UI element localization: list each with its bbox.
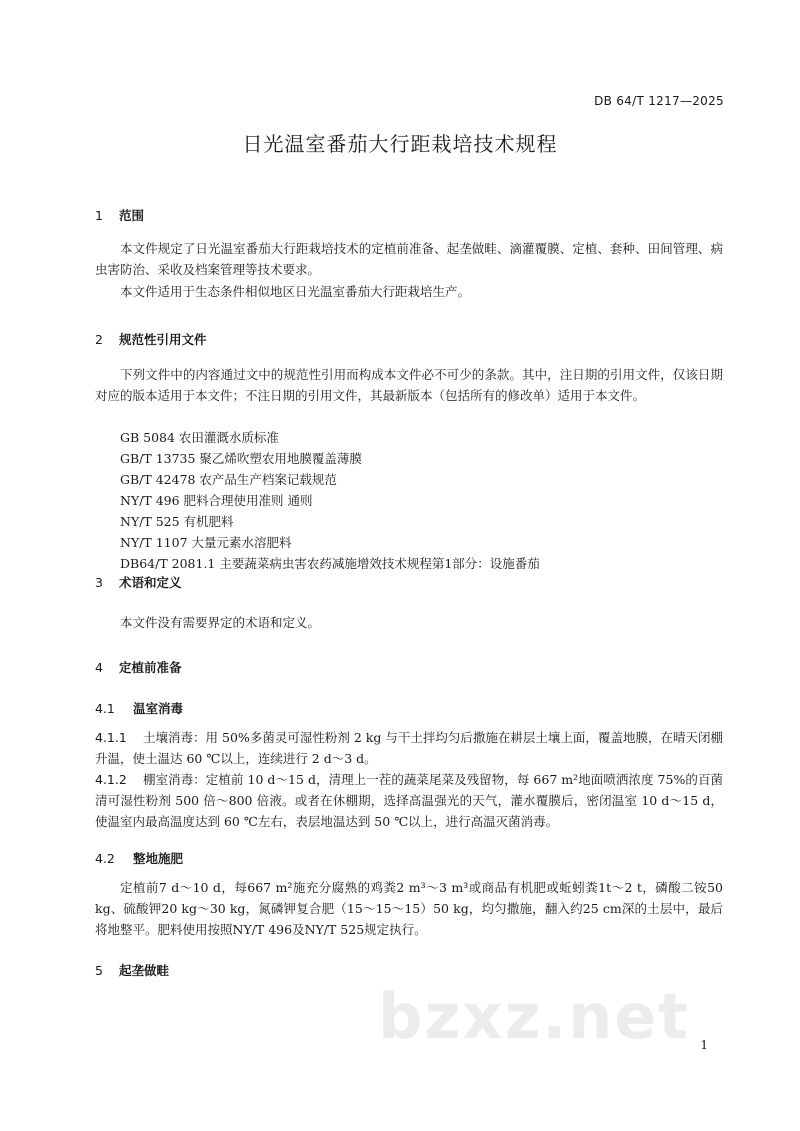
- reference-item: NY/T 525 有机肥料: [120, 514, 234, 529]
- clause-text: 土壤消毒：用 50%多菌灵可湿性粉剂 2 kg 与干土拌均匀后撒施在耕层土壤上面，覆盖地膜，在晴天闭棚升温，使土温达 60 ℃以上，连续进行 2 d～3 d。: [95, 730, 723, 766]
- section-heading-terms: [95, 573, 182, 591]
- paragraph: 本文件适用于生态条件相似地区日光温室番茄大行距栽培生产。: [120, 284, 471, 299]
- reference-item: GB/T 13735 聚乙烯吹塑农用地膜覆盖薄膜: [120, 451, 362, 466]
- clause-number: 4.1.2: [95, 772, 127, 787]
- section-title: 规范性引用文件: [119, 332, 207, 347]
- section-title: 术语和定义: [119, 575, 182, 590]
- section-heading-ridging: [95, 961, 169, 979]
- section-heading-scope: [95, 206, 144, 224]
- section-title: 定植前准备: [119, 660, 182, 675]
- paragraph: 下列文件中的内容通过文中的规范性引用而构成本文件必不可少的条款。其中，注日期的引用文件，仅该日期对应的版本适用于本文件；不注日期的引用文件，其最新版本（包括所有的修改单）适用于本文件。: [95, 367, 723, 403]
- watermark: bzxz.net: [378, 980, 690, 1053]
- section-number: 4: [95, 660, 103, 675]
- subsection-title: 温室消毒: [133, 701, 184, 716]
- clause-4-1-2: [95, 769, 723, 832]
- reference-item: GB 5084 农田灌溉水质标准: [120, 430, 279, 445]
- reference-item: DB64/T 2081.1 主要蔬菜病虫害农药减施增效技术规程第1部分：设施番茄: [120, 556, 540, 571]
- paragraph: 定植前7 d～10 d，每667 m²施充分腐熟的鸡粪2 m³～3 m³或商品有机肥或蚯蚓粪1t～2 t，磷酸二铵50 kg、硫酸钾20 kg～30 kg，氮磷钾复合肥（15～15～15）50 kg，均匀撒施，翻入约25 cm深的土层中，最后将地整平。肥料使用按照NY/T 496及NY/T 525规定执行。: [95, 880, 723, 937]
- section-number: 3: [95, 575, 103, 590]
- paragraph: 本文件没有需要界定的术语和定义。: [120, 615, 321, 630]
- section-title: 范围: [119, 208, 145, 223]
- section-number: 1: [95, 208, 103, 223]
- section-heading-normative-references: [95, 330, 207, 348]
- subsection-heading-disinfection: [95, 699, 183, 717]
- page-number: 1: [700, 1038, 708, 1052]
- document-title: 日光温室番茄大行距栽培技术规程: [242, 132, 558, 156]
- standard-code: DB 64/T 1217—2025: [594, 94, 724, 108]
- subsection-number: 4.2: [95, 851, 115, 866]
- reference-item: NY/T 496 肥料合理使用准则 通则: [120, 493, 313, 508]
- section-heading-preparation: [95, 658, 182, 676]
- section-title: 起垄做畦: [119, 963, 170, 978]
- subsection-title: 整地施肥: [133, 851, 184, 866]
- clause-number: 4.1.1: [95, 730, 127, 745]
- paragraph: 本文件规定了日光温室番茄大行距栽培技术的定植前准备、起垄做畦、滴灌覆膜、定植、套种、田间管理、病虫害防治、采收及档案管理等技术要求。: [95, 241, 723, 277]
- subsection-heading-fertilization: [95, 849, 183, 867]
- section-number: 2: [95, 332, 103, 347]
- reference-item: NY/T 1107 大量元素水溶肥料: [120, 535, 292, 550]
- subsection-number: 4.1: [95, 701, 115, 716]
- reference-item: GB/T 42478 农产品生产档案记载规范: [120, 472, 337, 487]
- clause-text: 棚室消毒：定植前 10 d～15 d，清理上一茬的蔬菜尾菜及残留物，每 667 m²地面喷洒浓度 75%的百菌清可湿性粉剂 500 倍～800 倍液。或者在休棚期，选择高温强光的天气，灌水覆膜后，密闭温室 10 d～15 d，使温室内最高温度达到 60 ℃左右，表层地温达到 50 ℃以上，进行高温灭菌消毒。: [95, 772, 723, 829]
- clause-4-1-1: [95, 727, 723, 769]
- section-number: 5: [95, 963, 103, 978]
